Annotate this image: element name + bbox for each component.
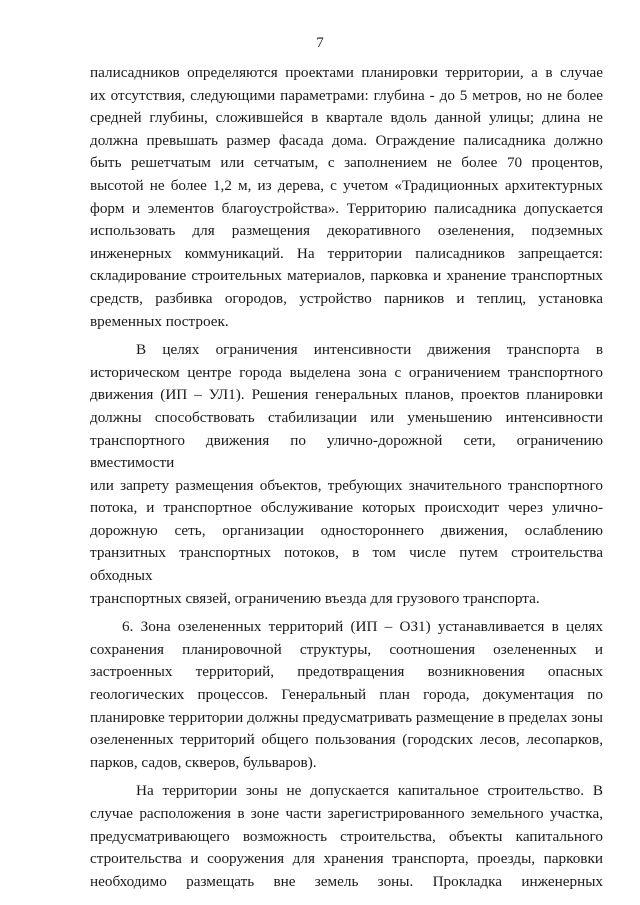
text-line: средств, разбивка огородов, устройство парников и теплиц, установка (90, 289, 603, 307)
text-line: должны способствовать стабилизации или уменьшению интенсивности (90, 408, 603, 426)
page-number: 7 (316, 35, 324, 51)
text-line: 6. Зона озелененных территорий (ИП – ОЗ1) устанавливается в целях (122, 618, 603, 636)
text-line: На территории зоны не допускается капитальное строительство. В (136, 782, 603, 800)
text-line: транспортного движения по улично-дорожной сети, ограничению вместимости (90, 431, 603, 472)
text-line: историческом центре города выделена зона с ограничением транспортного (90, 363, 603, 381)
text-line: инженерных коммуникаций. На территории палисадников запрещается: (90, 244, 603, 262)
document-body (90, 62, 603, 893)
text-line: их отсутствия, следующими параметрами: глубина - до 5 метров, но не более (90, 86, 603, 104)
text-line: случае расположения в зоне части зарегистрированного земельного участка, (90, 805, 603, 822)
text-line: движения (ИП – УЛ1). Решения генеральных планов, проектов планировки (90, 386, 603, 404)
text-line: высотой не более 1,2 м, из дерева, с учетом «Традиционных архитектурных (90, 176, 603, 194)
text-line: В целях ограничения интенсивности движения транспорта в (136, 341, 603, 359)
paragraph-construction-ban (90, 780, 603, 893)
text-line: строительства и сооружения для хранения транспорта, проезды, парковки (90, 850, 603, 868)
text-line: транзитных транспортных потоков, в том числе путем строительства обходных (90, 544, 603, 585)
paragraph-green-zone (90, 616, 603, 774)
text-line: потока, и транспортное обслуживание которых происходит через улично- (90, 499, 603, 517)
text-line: использовать для размещения декоративного озеленения, подземных (90, 222, 603, 240)
text-line: должна превышать размер фасада дома. Ограждение палисадника должно (90, 131, 603, 149)
text-line: складирование строительных материалов, парковка и хранение транспортных (90, 267, 603, 285)
text-line: сохранения планировочной структуры, соотношения озелененных и (90, 640, 603, 658)
text-line: парков, садов, скверов, бульваров). (90, 753, 317, 771)
text-line: временных построек. (90, 312, 229, 330)
text-line: транспортных связей, ограничению въезда для грузового транспорта. (90, 589, 540, 607)
text-line: застроенных территорий, предотвращения возникновения опасных (90, 663, 603, 681)
text-line: планировке территории должны предусматривать размещение в пределах зоны (90, 708, 603, 726)
paragraph-traffic-zone (90, 339, 603, 610)
text-line: или запрету размещения объектов, требующих значительного транспортного (90, 476, 603, 494)
text-line: палисадников определяются проектами планировки территории, а в случае (90, 64, 603, 81)
text-line: быть решетчатым или сетчатым, с заполнением не более 70 процентов, (90, 154, 603, 172)
text-line: необходимо размещать вне земель зоны. Прокладка инженерных (90, 872, 603, 890)
text-line: предусматривающего возможность строительства, объекты капитального (90, 827, 603, 845)
text-line: геологических процессов. Генеральный план города, документация по (90, 686, 603, 704)
text-line: озелененных территорий общего пользования (городских лесов, лесопарков, (90, 731, 603, 749)
text-line: форм и элементов благоустройства». Территорию палисадника допускается (90, 199, 603, 217)
paragraph-front-gardens (90, 62, 603, 333)
text-line: средней глубины, сложившейся в квартале вдоль данной улицы; длина не (90, 109, 603, 127)
text-line: дорожную сеть, организации одностороннего движения, ослаблению (90, 521, 603, 539)
